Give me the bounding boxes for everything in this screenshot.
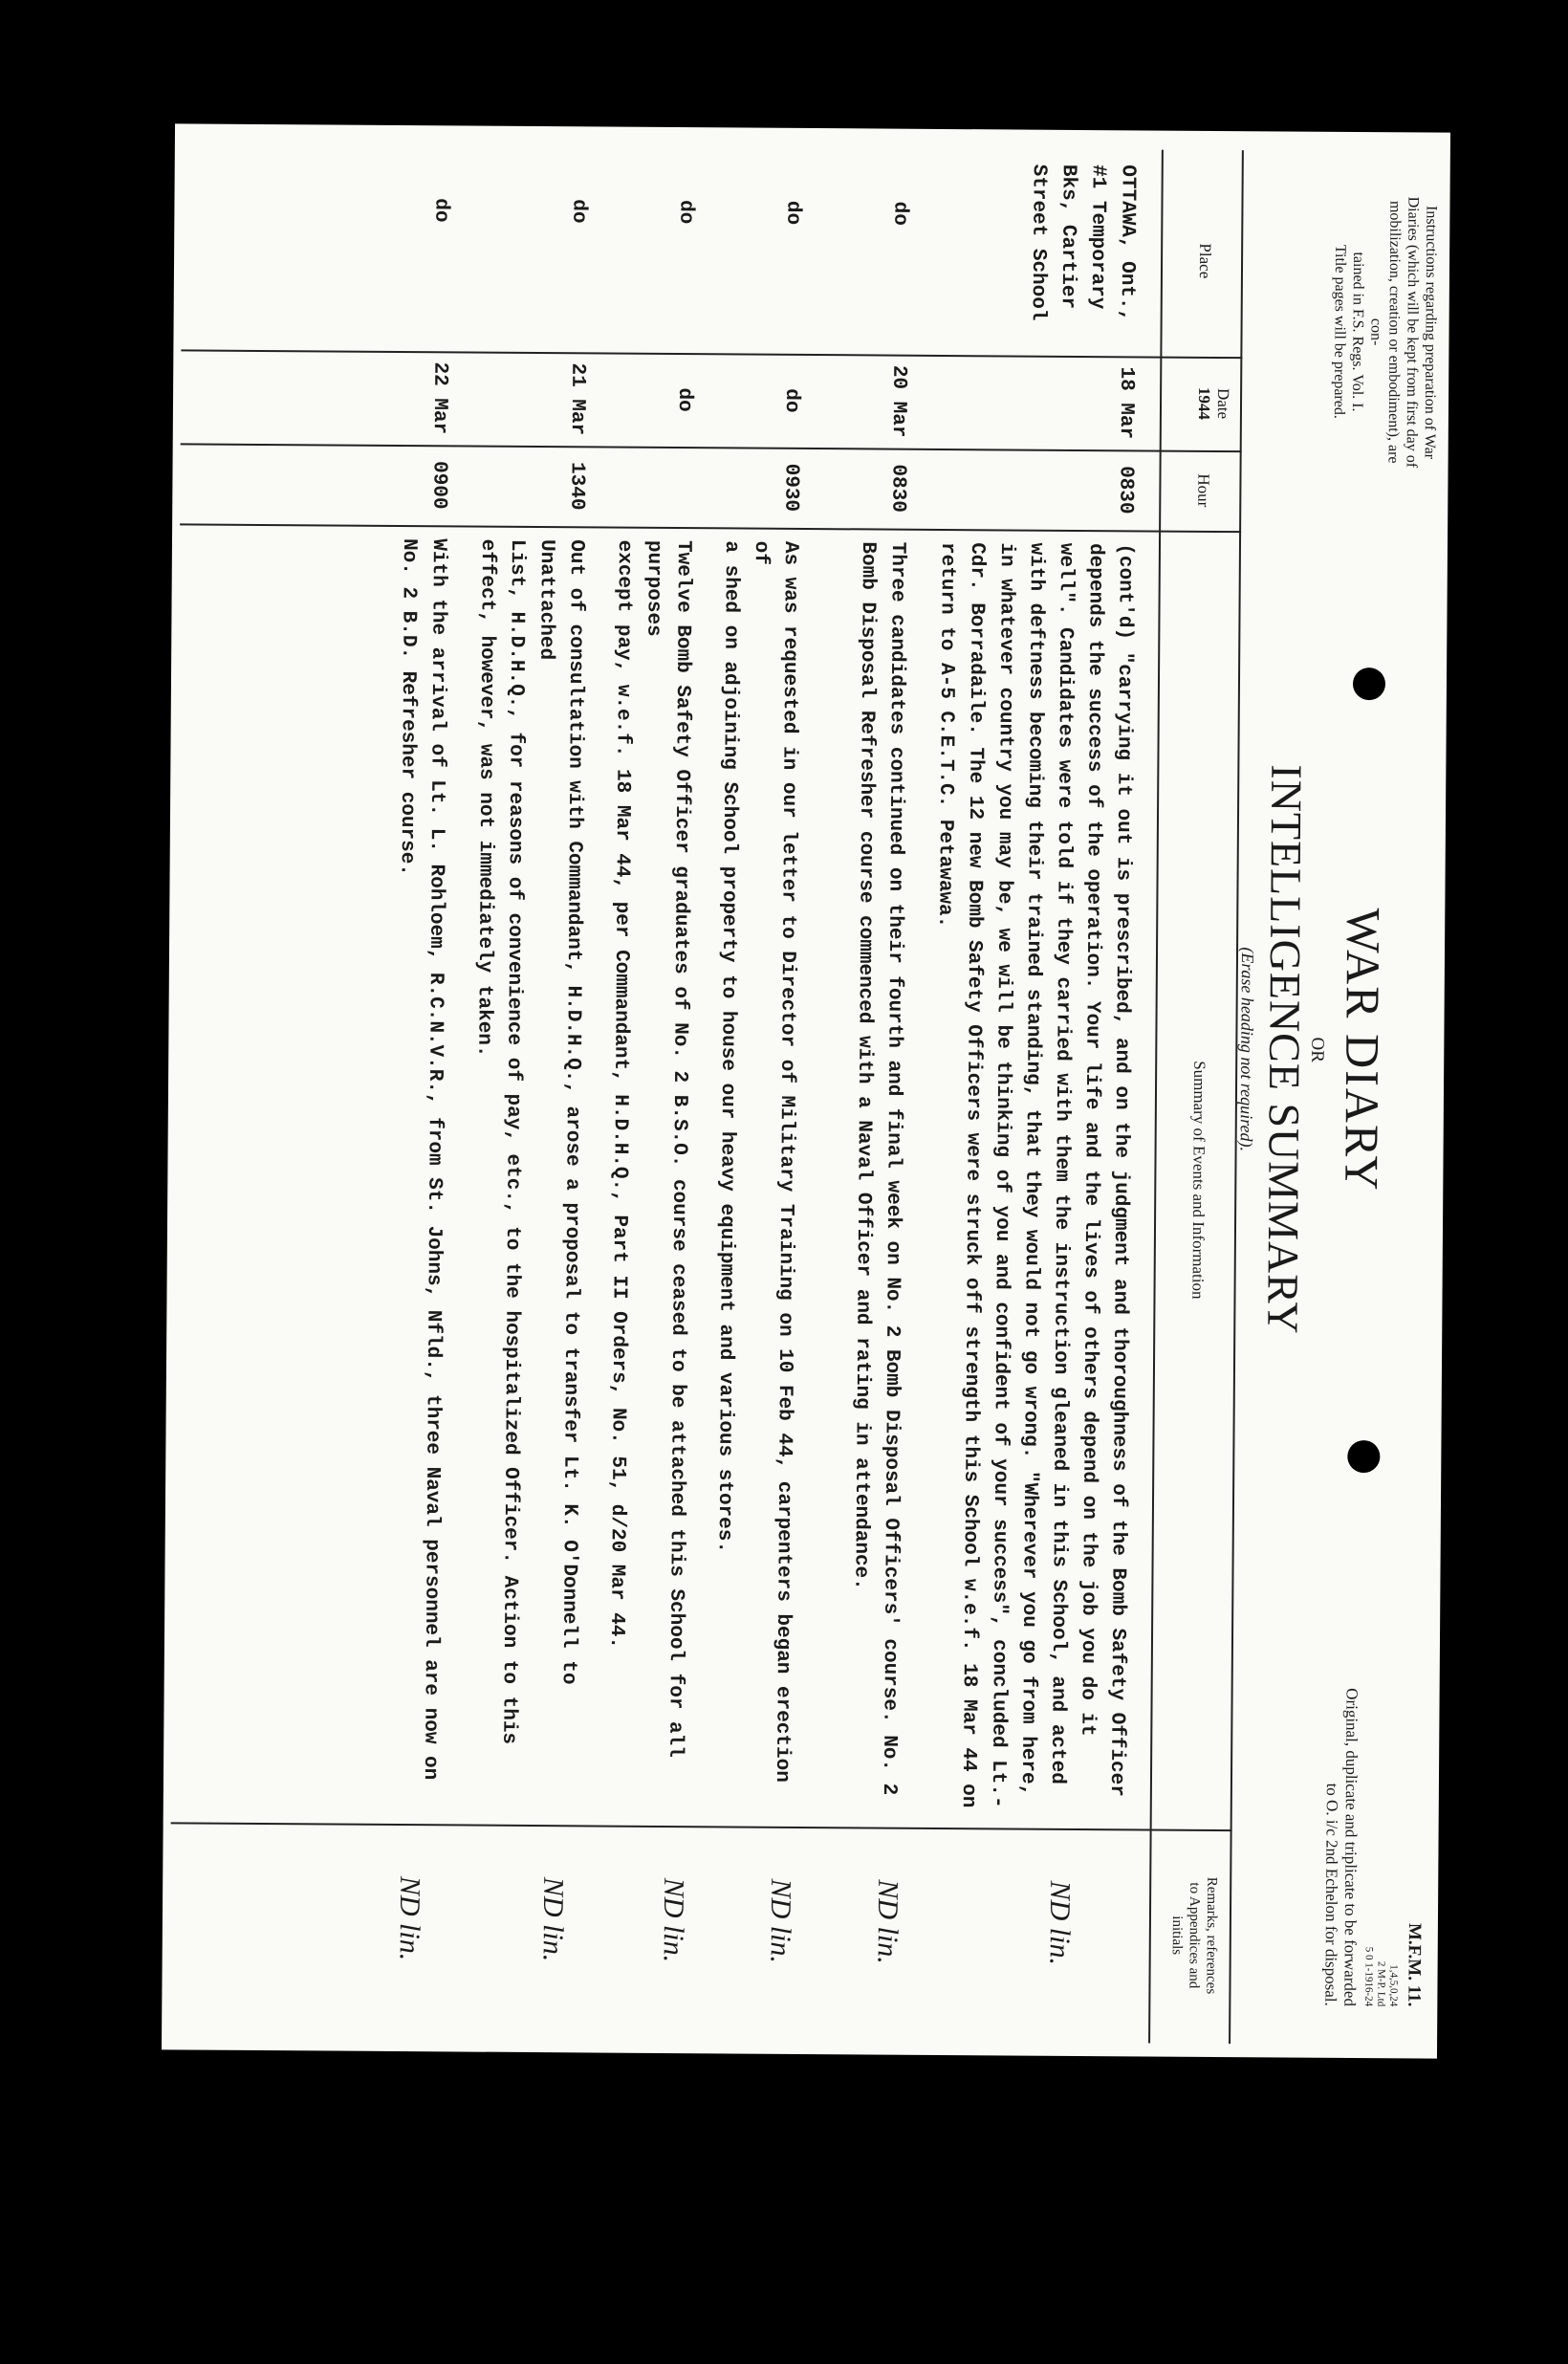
summary-line: Cdr. Borradaile. The 12 new Bomb Safety Officers were struck off strength this School w.e.f. 18 Mar 44 on: [956, 542, 989, 1808]
place-line: OTTAWA, Ont.,: [1115, 164, 1139, 322]
instructions-line: Instructions regarding preparation of War: [1421, 205, 1440, 460]
summary-line: As was requested in our letter to Director of Military Training on 10 Feb 44, carpenters began erection of: [749, 540, 802, 1783]
entry-summary: [385, 538, 453, 1810]
document-page: [162, 123, 1450, 2058]
punch-hole-right: [1347, 1440, 1380, 1473]
header-rule-bottom: [1148, 150, 1164, 2044]
entry-hour: 0930: [779, 463, 802, 513]
erase-note: (Erase heading not required).: [1236, 947, 1258, 1152]
instructions-line: tained in F.S. Regs. Vol. I.: [1348, 252, 1367, 412]
column-header-remarks: [1167, 1835, 1220, 2036]
summary-line: Twelve Bomb Safety Officer graduates of No. 2 B.S.O. course ceased to be attached this School for all purposes: [642, 539, 695, 1758]
column-header-date: [1194, 361, 1233, 447]
remarks-line: Remarks, references: [1203, 1876, 1220, 1995]
entry-initials: ND lin.: [871, 1879, 904, 1964]
column-header-summary: Summary of Events and Information: [1188, 1061, 1209, 1300]
remarks-line: initials: [1168, 1915, 1185, 1956]
divider-date: [181, 443, 1242, 452]
entry-date: 21 Mar: [565, 362, 589, 436]
summary-line: depends the success of the operation. Your life and the lives of others depend on the job you do it: [1076, 543, 1107, 1737]
entry-summary: [924, 542, 1140, 1815]
summary-line: With the arrival of Lt. L. Rohloem, R.C.N.V.R., from St. Johns, Nfld., three Naval personnel are now on: [418, 538, 450, 1781]
entry-date: do: [672, 387, 696, 412]
summary-line: in whatever country you may be, we will be thinking of you and confident of your success", concluded Lt.-: [986, 542, 1018, 1808]
receipt-stamp: [1361, 1947, 1399, 2007]
title-intelligence-summary: INTELLIGENCE SUMMARY: [1258, 764, 1312, 1335]
summary-line: No. 2 B.D. Refresher course.: [395, 538, 421, 877]
summary-line: effect, however, was not immediately taken.: [472, 538, 499, 1058]
entry-summary: [708, 540, 805, 1813]
place-line: #1 Temporary: [1085, 164, 1109, 310]
entry-initials: ND lin.: [1043, 1880, 1077, 1966]
year-label: 1944: [1194, 386, 1214, 420]
entry-hour: 0900: [427, 461, 450, 510]
summary-line: List, H.D.H.Q., for reasons of convenience of pay, etc., to the hospitalized Officer. Action to this: [497, 538, 529, 1745]
instructions-line: mobilization, creation or embodiment), are con-: [1367, 200, 1404, 464]
entry-date: 18 Mar: [1114, 366, 1138, 440]
rotated-form: [162, 123, 1450, 2058]
summary-line: a shed on adjoining School property to house our heavy equipment and various stores.: [712, 540, 743, 1554]
entry-date: 20 Mar: [886, 364, 910, 438]
date-label: Date: [1213, 387, 1233, 420]
column-header-place: Place: [1195, 243, 1215, 279]
entry-hour: 1340: [565, 462, 588, 511]
entry-hour: [698, 452, 699, 521]
entry-hour: 0830: [1114, 466, 1137, 514]
stamp-line: 2 M-P. Ltd: [1375, 1960, 1387, 2007]
place-line: Bks, Cartier: [1056, 164, 1079, 310]
entry-place: do: [567, 199, 590, 224]
summary-line: Three candidates continued on their fourth and final week on No. 2 Bomb Disposal Officers' course. No. 2: [877, 541, 909, 1796]
summary-line: (cont'd) "carrying it out is prescribed, and on the judgment and thoroughness of the Bomb Safety Officer: [1104, 543, 1137, 1797]
entry-place: do: [674, 200, 697, 225]
form-code: M.F.M. 11.: [1404, 1922, 1425, 2007]
stamp-line: 5 0 1-1916-24: [1362, 1946, 1375, 2007]
entry-place: do: [429, 198, 452, 223]
summary-line: with deftness becoming their trained standing, that they would not go wrong. "Wherever you go from here,: [1015, 542, 1048, 1797]
column-header-hour: Hour: [1194, 473, 1213, 508]
title-war-diary: WAR DIARY: [1335, 908, 1391, 1193]
entry-date: 22 Mar: [427, 361, 451, 435]
summary-line: return to A-5 C.E.T.C. Petawawa.: [933, 541, 959, 929]
remarks-line: to Appendices and: [1186, 1882, 1203, 1989]
divider-remarks: [171, 1822, 1232, 1831]
forwarding-note: [1320, 1643, 1361, 2006]
entry-initials: ND lin.: [393, 1875, 426, 1961]
forwarding-line: to O. i/c 2nd Echelon for disposal.: [1321, 1783, 1341, 2006]
instructions-line: Title pages will be prepared.: [1330, 244, 1349, 419]
entry-summary: [844, 541, 912, 1813]
entry-initials: ND lin.: [536, 1876, 570, 1962]
place-line: Street School: [1026, 164, 1050, 321]
summary-line: Out of consultation with Commandant, H.D.H.Q., arose a proposal to transfer Lt. K. O'Donnell to Unattached: [534, 539, 588, 1685]
entry-hour: 0830: [886, 464, 909, 513]
entry-initials: ND lin.: [657, 1877, 690, 1963]
instructions-line: Diaries (which will be kept from first day of: [1403, 196, 1422, 469]
summary-line: Bomb Disposal Refresher course commenced with a Naval Officer and rating in attendance.: [849, 541, 880, 1590]
instructions-block: [1330, 193, 1441, 471]
entry-place: do: [888, 201, 911, 226]
summary-line: except pay, w.e.f. 18 Mar 44, per Commandant, H.D.H.Q., Part II Orders, No. 51, d/20 Mar 44.: [604, 539, 636, 1650]
entry-initials: ND lin.: [764, 1878, 797, 1964]
summary-line: well". Candidates were told if they carried with them the instruction gleaned in this School, and acted: [1045, 542, 1078, 1784]
entry-place: do: [781, 200, 804, 226]
forwarding-line: Original, duplicate and triplicate to be forwarded: [1340, 1688, 1361, 2007]
title-or: OR: [1307, 1037, 1328, 1063]
stamp-line: 1,4,5,0,24: [1387, 1964, 1400, 2007]
divider-hour: [180, 523, 1241, 533]
entry-summary: [464, 539, 591, 1812]
entry-date: do: [779, 388, 803, 413]
entry-summary: [600, 540, 698, 1813]
entry-place: [1022, 164, 1142, 357]
